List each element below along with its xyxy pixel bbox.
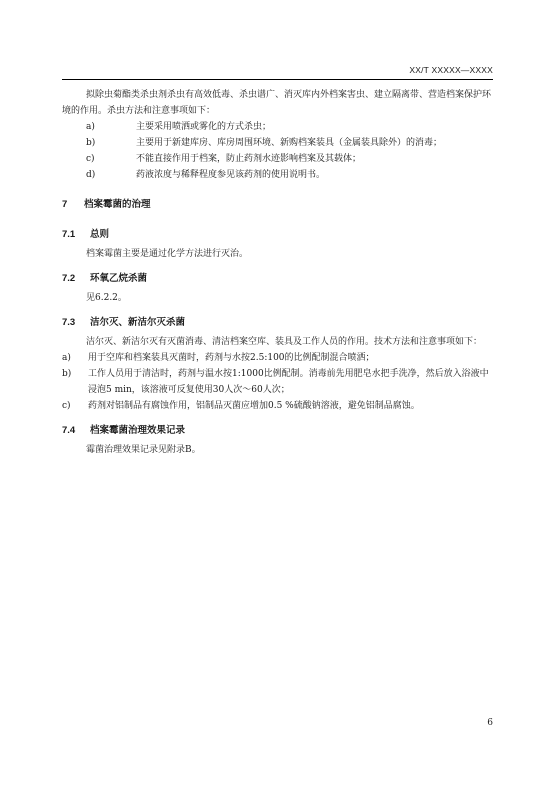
header-rule <box>62 79 493 80</box>
subsection-number: 7.2 <box>62 273 76 284</box>
subsection-heading <box>62 423 494 439</box>
subsection-paragraph: 霉菌治理效果记录见附录B。 <box>86 445 201 455</box>
list-item <box>62 350 494 366</box>
list-marker: a) <box>62 353 71 363</box>
list-item-text: 药液浓度与稀释程度参见该药剂的使用说明书。 <box>136 170 326 180</box>
intro-paragraph: 拟除虫菊酯类杀虫剂杀虫有高效低毒、杀虫谱广、消灭库内外档案害虫、建立隔离带、营造档案保护环境的作用。杀虫方法和注意事项如下： <box>62 90 492 116</box>
document-code: XX/T XXXXX—XXXX <box>409 65 493 75</box>
section-title: 档案霉菌的治理 <box>84 199 151 210</box>
subsection-title: 环氧乙烷杀菌 <box>90 273 148 284</box>
list-marker: c) <box>62 401 71 411</box>
list-item <box>62 151 494 167</box>
subsection-paragraph: 档案霉菌主要是通过化学方法进行灭治。 <box>86 249 249 259</box>
list-item-text: 主要采用喷洒或雾化的方式杀虫； <box>136 122 272 132</box>
list-marker: b) <box>86 138 96 148</box>
subsection-paragraph: 洁尔灭、新洁尔灭有灭菌消毒、清洁档案空库、装具及工作人员的作用。技术方法和注意事项如下： <box>86 337 483 347</box>
subsection-heading <box>62 271 494 287</box>
list-item-text: 主要用于新建库房、库房周围环境、新购档案装具（金属装具除外）的消毒； <box>136 138 443 148</box>
subsection-number: 7.1 <box>62 229 76 240</box>
subsection-heading <box>62 227 494 243</box>
subsection-title: 洁尔灭、新洁尔灭杀菌 <box>90 317 186 328</box>
page-number: 6 <box>487 718 493 728</box>
page-body <box>62 87 494 458</box>
list-item-text: 不能直接作用于档案，防止药剂水迹影响档案及其载体； <box>136 154 362 164</box>
list-marker: d) <box>86 170 96 180</box>
subsection-number: 7.4 <box>62 425 76 436</box>
list-marker: c) <box>86 154 95 164</box>
subsection-title: 总则 <box>90 229 110 240</box>
list-item-text: 药剂对铝制品有腐蚀作用，铝制品灭菌应增加0.5 %硫酸钠溶液，避免铝制品腐蚀。 <box>88 401 420 411</box>
section-number: 7 <box>62 199 68 210</box>
list-item <box>62 366 494 398</box>
subsection-heading <box>62 315 494 331</box>
subsection-number: 7.3 <box>62 317 76 328</box>
section-heading <box>62 197 494 213</box>
subsection-title: 档案霉菌治理效果记录 <box>90 425 186 436</box>
list-item <box>62 119 494 135</box>
subsection-paragraph: 见6.2.2。 <box>86 293 127 303</box>
disinfection-method-list <box>62 350 494 414</box>
list-item-text: 用于空库和档案装具灭菌时，药剂与水按2.5:100的比例配制混合喷洒； <box>88 353 375 363</box>
list-marker: b) <box>62 369 72 379</box>
insecticide-method-list <box>62 119 494 183</box>
list-marker: a) <box>86 122 95 132</box>
list-item <box>62 135 494 151</box>
list-item <box>62 398 494 414</box>
list-item-text: 工作人员用于清洁时，药剂与温水按1:1000比例配制。消毒前先用肥皂水把手洗净，然后放入浴液中浸泡5 min，该溶液可反复使用30人次～60人次； <box>88 369 489 395</box>
list-item <box>62 167 494 183</box>
